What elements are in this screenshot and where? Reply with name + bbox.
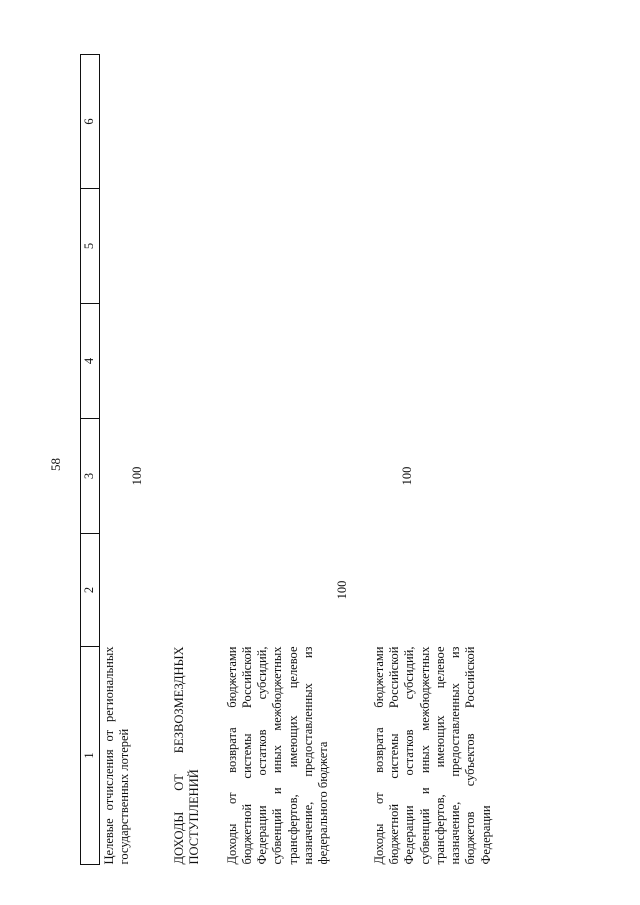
row-4-col2: [372, 534, 494, 647]
table-row: [100, 55, 151, 865]
row-3-col3: [225, 419, 350, 534]
row-2-col3: [172, 419, 203, 534]
page-number: 58: [48, 458, 63, 471]
table-row: [225, 55, 350, 865]
table-header-row: [81, 55, 100, 865]
column-header-2: 2: [81, 534, 100, 647]
row-3-description: Доходы от возврата бюджетами бюджетной системы Российской Федерации остатков субсидий, субвенций и иных межбюджетных трансфертов, имеющих целевое назначение, предоставленных из федерального бюджета: [224, 646, 330, 865]
column-header-1: 1: [81, 647, 100, 865]
row-1-col2: [100, 534, 151, 647]
row-1-description: Целевые отчисления от региональных государственных лотерей: [102, 646, 132, 865]
row-1-col3: 100: [130, 466, 144, 486]
table-row: [372, 55, 494, 865]
column-header-6: 6: [81, 55, 100, 189]
column-header-3: 3: [81, 419, 100, 534]
revenue-table: [80, 54, 494, 865]
row-4-col3: 100: [399, 466, 414, 486]
row-2-col2: [172, 534, 203, 647]
column-header-5: 5: [81, 189, 100, 304]
row-2-heading: ДОХОДЫ ОТ БЕЗВОЗМЕЗДНЫХ ПОСТУПЛЕНИЙ: [172, 646, 202, 865]
table-row: [172, 55, 203, 865]
row-3-col2: 100: [334, 580, 349, 600]
column-header-4: 4: [81, 304, 100, 419]
row-4-description: Доходы от возврата бюджетами бюджетной системы Российской Федерации остатков субсидий, субвенций и иных межбюджетных трансфертов, имеющих целевое назначение, предоставленных из бюджетов субъектов Российской Федерации: [371, 646, 493, 865]
